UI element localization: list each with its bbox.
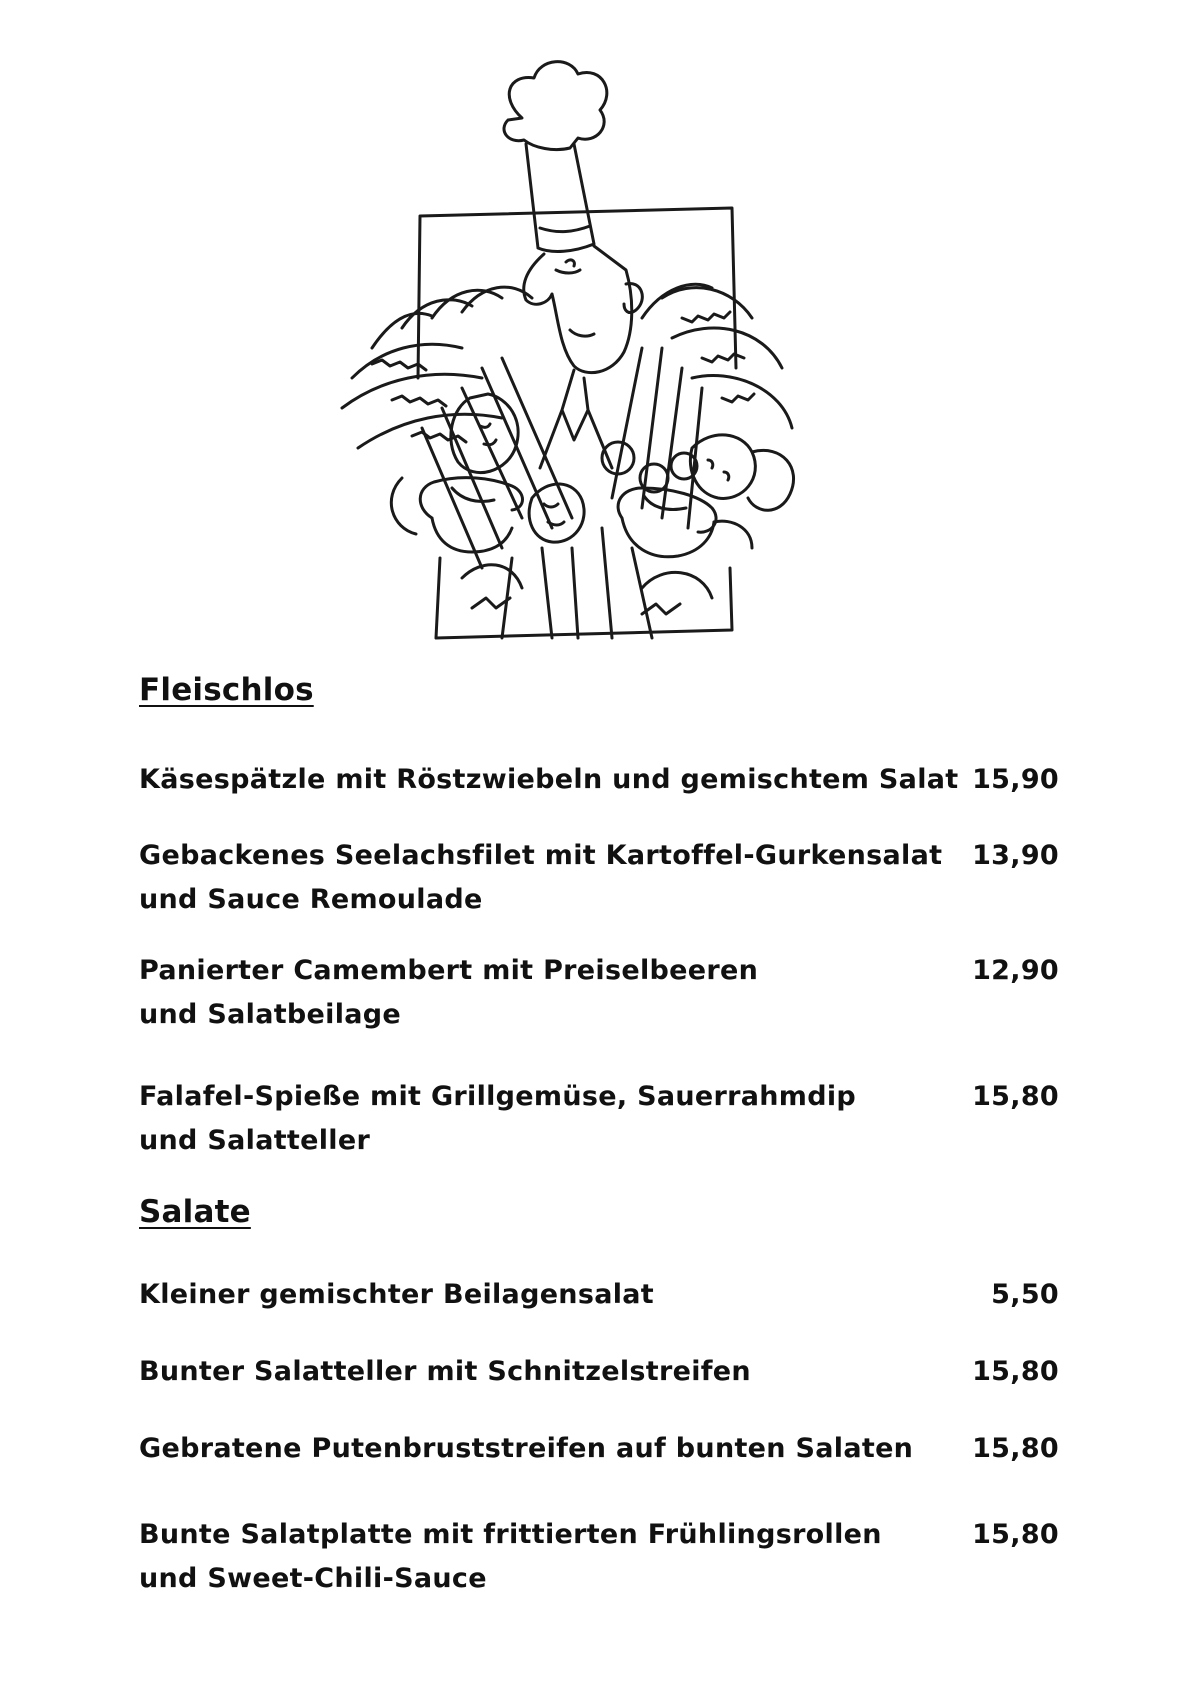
chef-illustration [312, 48, 860, 646]
menu-item-line: Kleiner gemischter Beilagensalat [139, 1279, 655, 1310]
menu-item-price: 15,80 [972, 1433, 1059, 1464]
menu-item-line: Falafel-Spieße mit Grillgemüse, Sauerrahmdip [139, 1081, 857, 1112]
menu-item-description [139, 758, 959, 802]
menu-item-description [139, 1350, 929, 1394]
menu-item-price: 15,80 [972, 1519, 1059, 1550]
menu-item-line: Käsespätzle mit Röstzwiebeln und gemischtem Salat [139, 764, 959, 795]
menu-item-line: Gebratene Putenbruststreifen auf bunten Salaten [139, 1433, 914, 1464]
menu-item-price: 15,90 [972, 764, 1059, 795]
section-title-salate: Salate [139, 1194, 251, 1230]
menu-item-description [139, 834, 943, 922]
chef-with-vegetables-icon [312, 48, 860, 646]
menu-item-price: 5,50 [991, 1279, 1059, 1310]
menu-item-line: und Salatbeilage [139, 999, 402, 1030]
menu-item-line: Gebackenes Seelachsfilet mit Kartoffel-Gurkensalat [139, 840, 943, 871]
menu-item-line: Panierter Camembert mit Preiselbeeren [139, 955, 759, 986]
section-title-fleischlos: Fleischlos [139, 672, 314, 708]
menu-item-line: und Sweet-Chili-Sauce [139, 1563, 487, 1594]
menu-item-description [139, 1427, 929, 1471]
menu-item-line: und Salatteller [139, 1125, 371, 1156]
menu-item-price: 12,90 [972, 955, 1059, 986]
menu-item-description [139, 1513, 929, 1601]
menu-item-price: 15,80 [972, 1081, 1059, 1112]
menu-item-description [139, 949, 929, 1037]
menu-item-line: Bunte Salatplatte mit frittierten Frühlingsrollen [139, 1519, 882, 1550]
menu-item-line: Bunter Salatteller mit Schnitzelstreifen [139, 1356, 751, 1387]
menu-item-description [139, 1273, 929, 1317]
menu-item-line: und Sauce Remoulade [139, 884, 483, 915]
menu-item-price: 13,90 [972, 840, 1059, 871]
menu-item-price: 15,80 [972, 1356, 1059, 1387]
menu-item-description [139, 1075, 929, 1163]
